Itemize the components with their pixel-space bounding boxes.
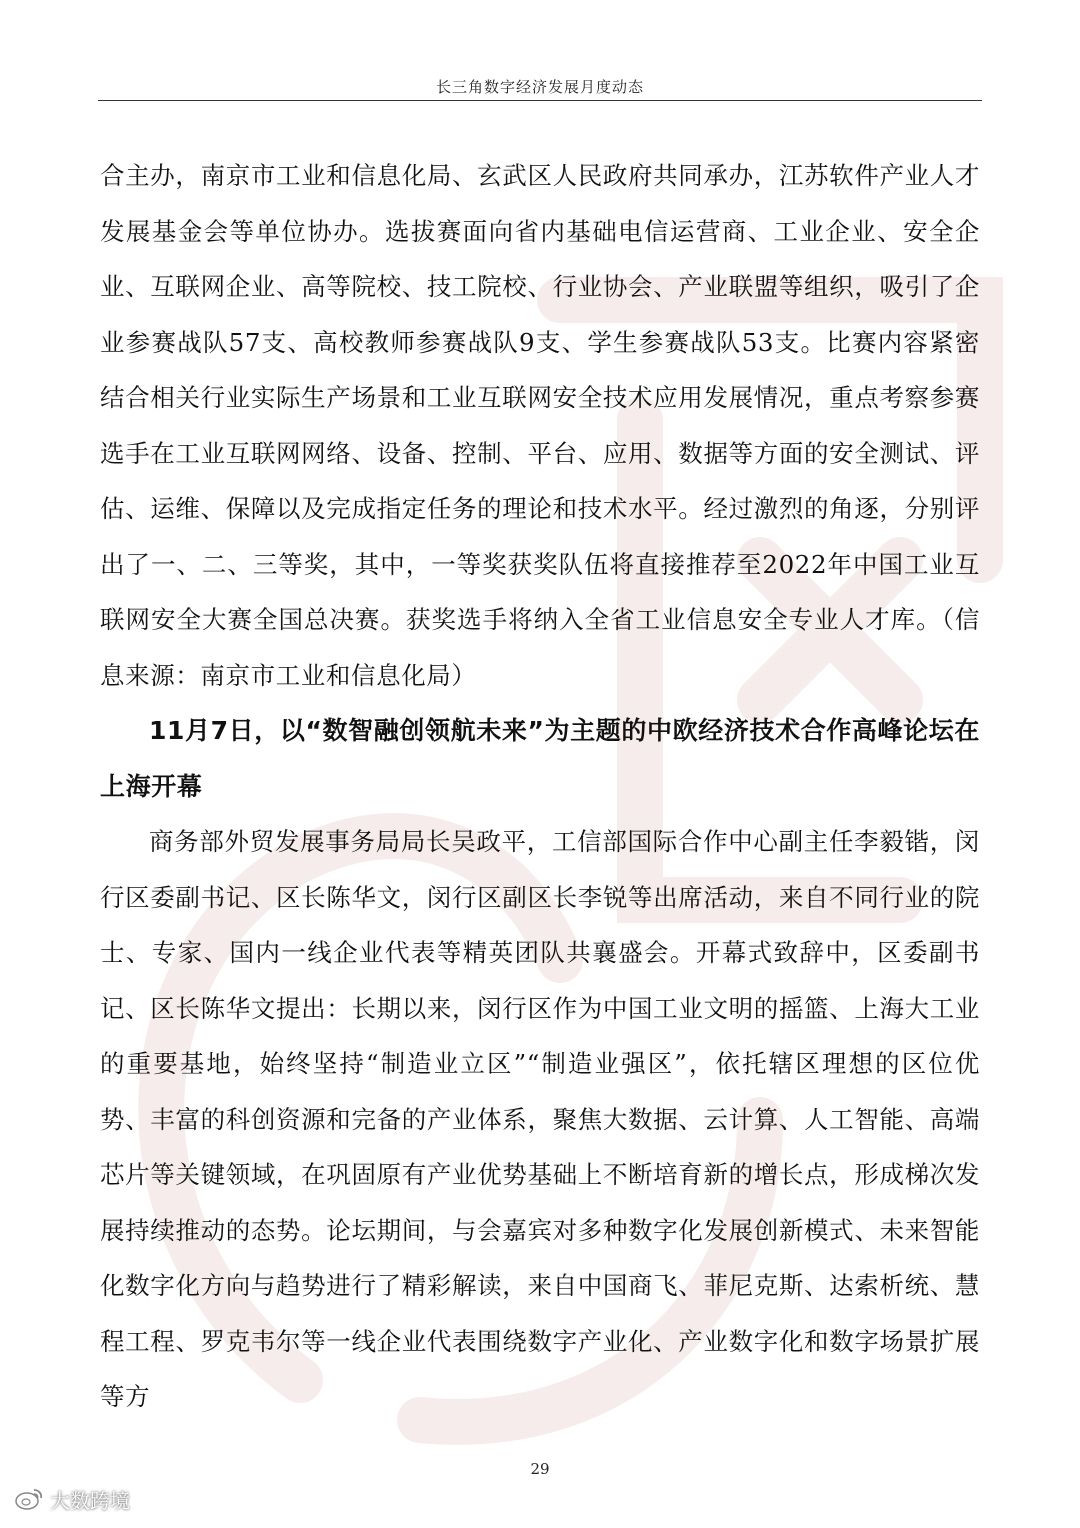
body-paragraph: 商务部外贸发展事务局局长吴政平，工信部国际合作中心副主任李毅锴，闵行区委副书记、区长陈华文，闵行区副区长李锐等出席活动，来自不同行业的院士、专家、国内一线企业代表等精英团队共襄盛会。开幕式致辞中，区委副书记、区长陈华文提出：长期以来，闵行区作为中国工业文明的摇篮、上海大工业的重要基地，始终坚持“制造业立区”“制造业强区”，依托辖区理想的区位优势、丰富的科创资源和完备的产业体系，聚焦大数据、云计算、人工智能、高端芯片等关键领域，在巩固原有产业优势基础上不断培育新的增长点，形成梯次发展持续推动的态势。论坛期间，与会嘉宾对多种数字化发展创新模式、未来智能化数字化方向与趋势进行了精彩解读，来自中国商飞、菲尼克斯、达索析统、慧程工程、罗克韦尔等一线企业代表围绕数字产业化、产业数字化和数字场景扩展等方 bbox=[100, 827, 980, 1411]
section-heading: 11月7日，以“数智融创领航未来”为主题的中欧经济技术合作高峰论坛在上海开幕 bbox=[100, 716, 980, 801]
weibo-logo-icon bbox=[14, 1486, 44, 1512]
page-number: 29 bbox=[530, 1460, 550, 1478]
brand-name: 大数跨境 bbox=[50, 1488, 130, 1513]
brand-watermark bbox=[14, 1484, 130, 1514]
body-paragraph: 合主办，南京市工业和信息化局、玄武区人民政府共同承办，江苏软件产业人才发展基金会等单位协办。选拔赛面向省内基础电信运营商、工业企业、安全企业、互联网企业、高等院校、技工院校、行业协会、产业联盟等组织，吸引了企业参赛战队57支、高校教师参赛战队9支、学生参赛战队53支。比赛内容紧密结合相关行业实际生产场景和工业互联网安全技术应用发展情况，重点考察参赛选手在工业互联网网络、设备、控制、平台、应用、数据等方面的安全测试、评估、运维、保障以及完成指定任务的理论和技术水平。经过激烈的角逐，分别评出了一、二、三等奖，其中，一等奖获奖队伍将直接推荐至2022年中国工业互联网安全大赛全国总决赛。获奖选手将纳入全省工业信息安全专业人才库。（信息来源：南京市工业和信息化局） bbox=[100, 161, 980, 690]
header-divider bbox=[98, 100, 982, 101]
running-header: 长三角数字经济发展月度动态 bbox=[435, 78, 644, 96]
page-content bbox=[100, 148, 980, 1425]
